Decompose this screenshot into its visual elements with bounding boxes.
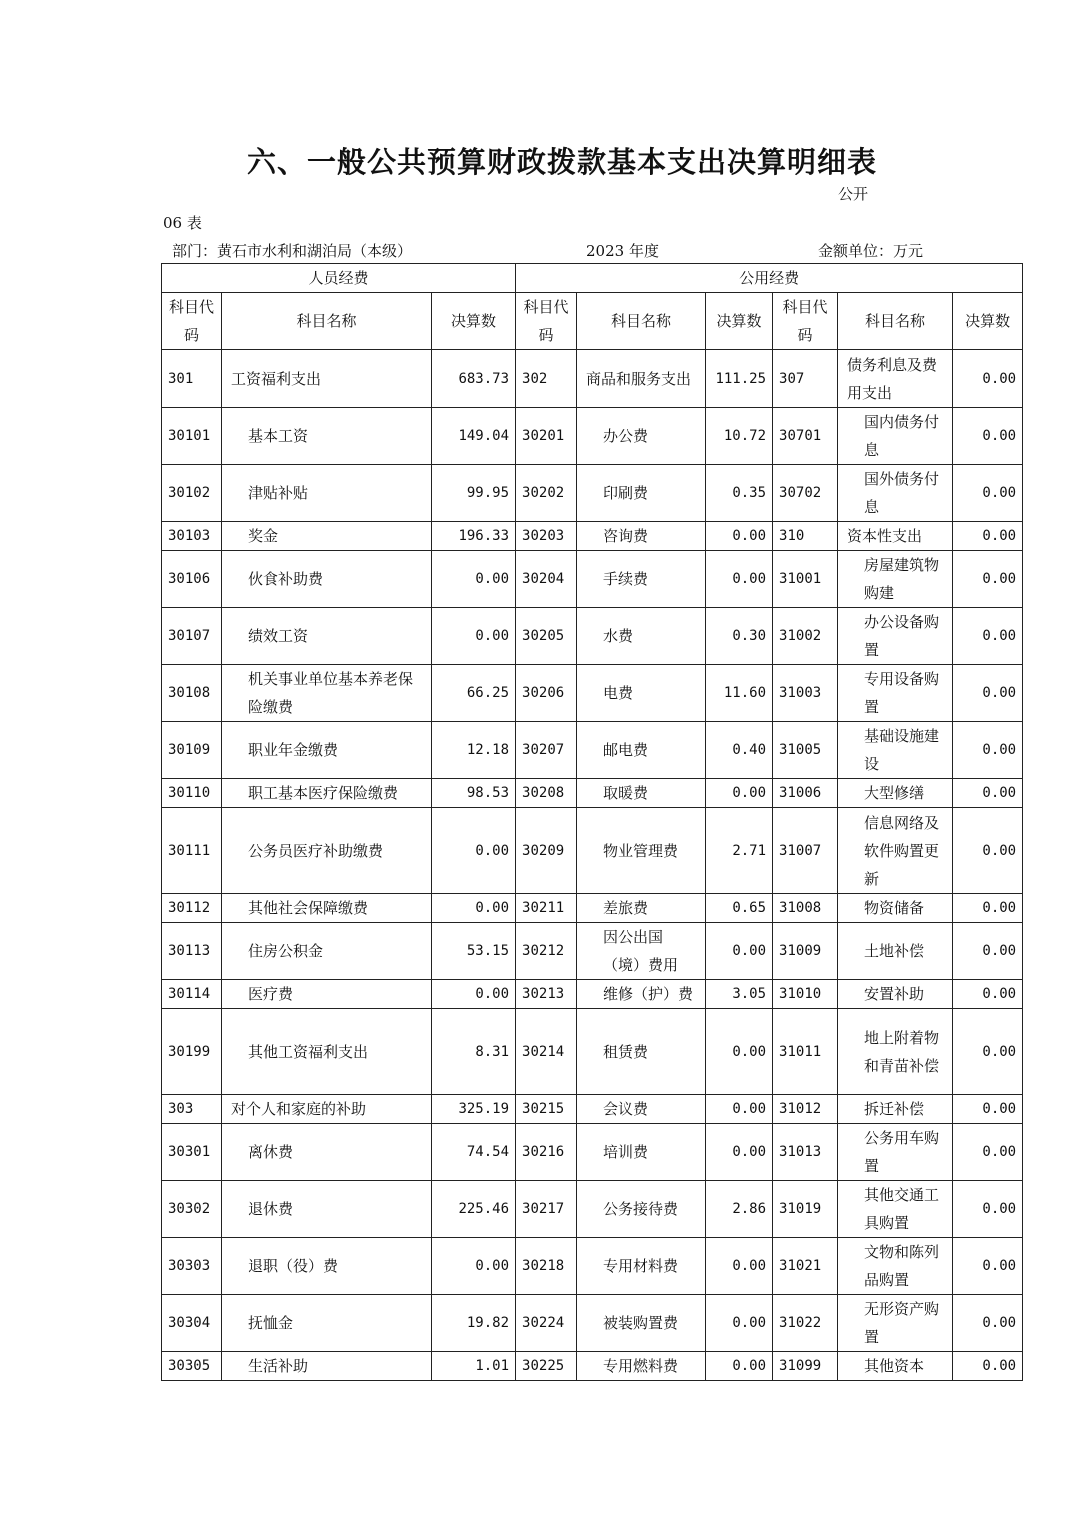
row-code-capital: 31013 <box>773 1124 838 1181</box>
row-amount-capital: 0.00 <box>953 1009 1023 1095</box>
row-amount-capital: 0.00 <box>953 722 1023 779</box>
row-code-goods: 30204 <box>516 551 577 608</box>
row-amount-goods: 0.00 <box>706 1238 773 1295</box>
row-code-personnel: 30305 <box>162 1352 222 1381</box>
row-code-personnel: 30110 <box>162 779 222 808</box>
row-amount-capital: 0.00 <box>953 1181 1023 1238</box>
row-code-personnel: 30108 <box>162 665 222 722</box>
row-name-goods: 电费 <box>577 665 706 722</box>
row-code-personnel: 30109 <box>162 722 222 779</box>
row-name-goods: 手续费 <box>577 551 706 608</box>
row-name-goods: 专用燃料费 <box>577 1352 706 1381</box>
row-code-capital: 31002 <box>773 608 838 665</box>
row-name-goods: 租赁费 <box>577 1009 706 1095</box>
row-name-capital: 其他交通工具购置 <box>838 1181 953 1238</box>
row-name-personnel: 伙食补助费 <box>222 551 432 608</box>
row-name-goods: 物业管理费 <box>577 808 706 894</box>
row-code-goods: 30203 <box>516 522 577 551</box>
row-amount-personnel: 0.00 <box>432 980 516 1009</box>
row-code-personnel: 30303 <box>162 1238 222 1295</box>
row-name-capital: 土地补偿 <box>838 923 953 980</box>
row-amount-personnel: 683.73 <box>432 350 516 408</box>
row-code-capital: 31009 <box>773 923 838 980</box>
row-code-personnel: 30114 <box>162 980 222 1009</box>
table-row <box>162 894 1023 923</box>
row-amount-capital: 0.00 <box>953 923 1023 980</box>
row-amount-capital: 0.00 <box>953 1095 1023 1124</box>
row-amount-personnel: 12.18 <box>432 722 516 779</box>
row-name-goods: 办公费 <box>577 408 706 465</box>
row-code-capital: 31019 <box>773 1181 838 1238</box>
table-row <box>162 408 1023 465</box>
row-code-personnel: 30301 <box>162 1124 222 1181</box>
table-row <box>162 1181 1023 1238</box>
row-name-goods: 邮电费 <box>577 722 706 779</box>
row-name-goods: 公务接待费 <box>577 1181 706 1238</box>
row-code-goods: 30201 <box>516 408 577 465</box>
publicity-label: 公开 <box>838 185 869 203</box>
row-code-personnel: 30304 <box>162 1295 222 1352</box>
table-row <box>162 551 1023 608</box>
row-amount-personnel: 74.54 <box>432 1124 516 1181</box>
year-label: 2023 年度 <box>586 242 659 260</box>
row-name-capital: 文物和陈列品购置 <box>838 1238 953 1295</box>
row-amount-goods: 2.86 <box>706 1181 773 1238</box>
row-amount-personnel: 225.46 <box>432 1181 516 1238</box>
row-amount-capital: 0.00 <box>953 665 1023 722</box>
row-name-goods: 培训费 <box>577 1124 706 1181</box>
row-name-personnel: 津贴补贴 <box>222 465 432 522</box>
row-name-goods: 水费 <box>577 608 706 665</box>
row-name-goods: 咨询费 <box>577 522 706 551</box>
row-amount-goods: 111.25 <box>706 350 773 408</box>
row-amount-capital: 0.00 <box>953 1238 1023 1295</box>
row-amount-personnel: 8.31 <box>432 1009 516 1095</box>
row-amount-personnel: 0.00 <box>432 808 516 894</box>
row-name-capital: 国内债务付息 <box>838 408 953 465</box>
page-title: 六、一般公共预算财政拨款基本支出决算明细表 <box>246 145 877 179</box>
row-name-capital: 大型修缮 <box>838 779 953 808</box>
header-code: 科目代码 <box>516 293 577 350</box>
header-name: 科目名称 <box>838 293 953 350</box>
row-amount-personnel: 325.19 <box>432 1095 516 1124</box>
row-code-goods: 30216 <box>516 1124 577 1181</box>
row-amount-goods: 0.00 <box>706 522 773 551</box>
row-code-goods: 30212 <box>516 923 577 980</box>
row-code-capital: 31005 <box>773 722 838 779</box>
header-name: 科目名称 <box>577 293 706 350</box>
row-name-capital: 信息网络及软件购置更新 <box>838 808 953 894</box>
table-row <box>162 923 1023 980</box>
row-code-capital: 30701 <box>773 408 838 465</box>
row-name-capital: 物资储备 <box>838 894 953 923</box>
row-name-goods: 专用材料费 <box>577 1238 706 1295</box>
row-amount-capital: 0.00 <box>953 1295 1023 1352</box>
row-name-personnel: 其他工资福利支出 <box>222 1009 432 1095</box>
row-amount-goods: 0.65 <box>706 894 773 923</box>
table-row <box>162 608 1023 665</box>
row-code-goods: 30213 <box>516 980 577 1009</box>
header-amount: 决算数 <box>706 293 773 350</box>
row-name-personnel: 绩效工资 <box>222 608 432 665</box>
row-name-capital: 房屋建筑物购建 <box>838 551 953 608</box>
row-code-personnel: 30101 <box>162 408 222 465</box>
row-amount-goods: 0.00 <box>706 1009 773 1095</box>
row-code-capital: 31011 <box>773 1009 838 1095</box>
table-number: 06 表 <box>163 214 202 232</box>
row-amount-personnel: 53.15 <box>432 923 516 980</box>
row-code-goods: 302 <box>516 350 577 408</box>
row-name-personnel: 生活补助 <box>222 1352 432 1381</box>
row-amount-goods: 3.05 <box>706 980 773 1009</box>
row-code-personnel: 30112 <box>162 894 222 923</box>
row-code-capital: 31006 <box>773 779 838 808</box>
row-amount-goods: 0.00 <box>706 779 773 808</box>
table-row <box>162 1009 1023 1095</box>
row-name-personnel: 医疗费 <box>222 980 432 1009</box>
row-code-personnel: 30302 <box>162 1181 222 1238</box>
row-amount-goods: 0.30 <box>706 608 773 665</box>
row-code-capital: 31001 <box>773 551 838 608</box>
row-name-personnel: 公务员医疗补助缴费 <box>222 808 432 894</box>
row-amount-personnel: 149.04 <box>432 408 516 465</box>
header-code: 科目代码 <box>162 293 222 350</box>
row-amount-capital: 0.00 <box>953 551 1023 608</box>
row-name-goods: 因公出国（境）费用 <box>577 923 706 980</box>
row-name-capital: 其他资本 <box>838 1352 953 1381</box>
row-code-capital: 31099 <box>773 1352 838 1381</box>
row-code-personnel: 30103 <box>162 522 222 551</box>
row-amount-goods: 0.40 <box>706 722 773 779</box>
row-amount-goods: 0.00 <box>706 1352 773 1381</box>
row-name-personnel: 对个人和家庭的补助 <box>222 1095 432 1124</box>
row-code-goods: 30209 <box>516 808 577 894</box>
table-row <box>162 665 1023 722</box>
row-name-capital: 基础设施建设 <box>838 722 953 779</box>
row-amount-goods: 2.71 <box>706 808 773 894</box>
header-name: 科目名称 <box>222 293 432 350</box>
row-code-personnel: 30199 <box>162 1009 222 1095</box>
table-row <box>162 1238 1023 1295</box>
row-code-goods: 30207 <box>516 722 577 779</box>
row-amount-personnel: 99.95 <box>432 465 516 522</box>
table-row <box>162 1095 1023 1124</box>
row-name-capital: 安置补助 <box>838 980 953 1009</box>
row-name-personnel: 奖金 <box>222 522 432 551</box>
table-row <box>162 1352 1023 1381</box>
row-code-capital: 31007 <box>773 808 838 894</box>
row-code-personnel: 30113 <box>162 923 222 980</box>
row-name-personnel: 基本工资 <box>222 408 432 465</box>
table-row <box>162 465 1023 522</box>
row-code-capital: 31022 <box>773 1295 838 1352</box>
row-name-capital: 专用设备购置 <box>838 665 953 722</box>
row-amount-personnel: 66.25 <box>432 665 516 722</box>
header-code: 科目代码 <box>773 293 838 350</box>
row-amount-personnel: 0.00 <box>432 894 516 923</box>
row-code-personnel: 30107 <box>162 608 222 665</box>
row-amount-personnel: 1.01 <box>432 1352 516 1381</box>
row-code-personnel: 30102 <box>162 465 222 522</box>
row-amount-capital: 0.00 <box>953 350 1023 408</box>
row-name-goods: 会议费 <box>577 1095 706 1124</box>
row-amount-personnel: 0.00 <box>432 551 516 608</box>
row-code-goods: 30205 <box>516 608 577 665</box>
row-amount-personnel: 0.00 <box>432 1238 516 1295</box>
row-code-goods: 30214 <box>516 1009 577 1095</box>
row-code-personnel: 303 <box>162 1095 222 1124</box>
row-name-goods: 取暖费 <box>577 779 706 808</box>
row-name-goods: 维修（护）费 <box>577 980 706 1009</box>
row-name-goods: 差旅费 <box>577 894 706 923</box>
row-code-goods: 30225 <box>516 1352 577 1381</box>
row-name-capital: 国外债务付息 <box>838 465 953 522</box>
row-name-personnel: 职工基本医疗保险缴费 <box>222 779 432 808</box>
row-amount-goods: 0.00 <box>706 1124 773 1181</box>
table-row <box>162 522 1023 551</box>
row-amount-goods: 0.00 <box>706 1295 773 1352</box>
row-code-capital: 30702 <box>773 465 838 522</box>
row-name-personnel: 退休费 <box>222 1181 432 1238</box>
row-code-capital: 310 <box>773 522 838 551</box>
row-name-capital: 办公设备购置 <box>838 608 953 665</box>
row-name-goods: 商品和服务支出 <box>577 350 706 408</box>
row-amount-goods: 0.00 <box>706 1095 773 1124</box>
row-name-personnel: 住房公积金 <box>222 923 432 980</box>
table-row <box>162 1124 1023 1181</box>
row-name-personnel: 工资福利支出 <box>222 350 432 408</box>
row-code-capital: 307 <box>773 350 838 408</box>
row-code-goods: 30217 <box>516 1181 577 1238</box>
row-amount-personnel: 0.00 <box>432 608 516 665</box>
row-name-goods: 被装购置费 <box>577 1295 706 1352</box>
table-row <box>162 350 1023 408</box>
group-header-public: 公用经费 <box>516 264 1023 293</box>
row-code-goods: 30211 <box>516 894 577 923</box>
group-header-personnel: 人员经费 <box>162 264 516 293</box>
row-name-capital: 债务利息及费用支出 <box>838 350 953 408</box>
header-amount: 决算数 <box>432 293 516 350</box>
table-row <box>162 980 1023 1009</box>
row-amount-capital: 0.00 <box>953 608 1023 665</box>
row-name-personnel: 其他社会保障缴费 <box>222 894 432 923</box>
row-amount-goods: 0.00 <box>706 551 773 608</box>
department-label: 部门：黄石市水利和湖泊局（本级） <box>172 242 413 260</box>
row-code-personnel: 30111 <box>162 808 222 894</box>
row-name-capital: 资本性支出 <box>838 522 953 551</box>
row-amount-capital: 0.00 <box>953 465 1023 522</box>
row-name-personnel: 退职（役）费 <box>222 1238 432 1295</box>
row-name-capital: 地上附着物和青苗补偿 <box>838 1009 953 1095</box>
row-amount-capital: 0.00 <box>953 522 1023 551</box>
row-code-capital: 31003 <box>773 665 838 722</box>
row-amount-personnel: 19.82 <box>432 1295 516 1352</box>
row-code-goods: 30202 <box>516 465 577 522</box>
row-name-capital: 拆迁补偿 <box>838 1095 953 1124</box>
row-amount-personnel: 98.53 <box>432 779 516 808</box>
row-name-personnel: 职业年金缴费 <box>222 722 432 779</box>
row-amount-goods: 11.60 <box>706 665 773 722</box>
row-code-goods: 30208 <box>516 779 577 808</box>
row-amount-capital: 0.00 <box>953 1124 1023 1181</box>
table-row <box>162 779 1023 808</box>
row-amount-personnel: 196.33 <box>432 522 516 551</box>
row-amount-capital: 0.00 <box>953 808 1023 894</box>
unit-label: 金额单位：万元 <box>818 242 924 260</box>
row-amount-capital: 0.00 <box>953 980 1023 1009</box>
row-name-goods: 印刷费 <box>577 465 706 522</box>
row-amount-capital: 0.00 <box>953 1352 1023 1381</box>
row-code-personnel: 30106 <box>162 551 222 608</box>
header-amount: 决算数 <box>953 293 1023 350</box>
row-code-goods: 30224 <box>516 1295 577 1352</box>
row-code-capital: 31012 <box>773 1095 838 1124</box>
row-amount-capital: 0.00 <box>953 779 1023 808</box>
row-amount-goods: 0.35 <box>706 465 773 522</box>
table-row <box>162 808 1023 894</box>
row-code-goods: 30218 <box>516 1238 577 1295</box>
row-amount-goods: 10.72 <box>706 408 773 465</box>
row-name-capital: 无形资产购置 <box>838 1295 953 1352</box>
row-name-personnel: 离休费 <box>222 1124 432 1181</box>
row-amount-goods: 0.00 <box>706 923 773 980</box>
table-body <box>162 350 1023 1381</box>
budget-detail-table <box>161 263 1023 1381</box>
row-amount-capital: 0.00 <box>953 894 1023 923</box>
row-code-goods: 30215 <box>516 1095 577 1124</box>
row-name-personnel: 机关事业单位基本养老保险缴费 <box>222 665 432 722</box>
row-name-capital: 公务用车购置 <box>838 1124 953 1181</box>
row-code-capital: 31021 <box>773 1238 838 1295</box>
row-code-capital: 31008 <box>773 894 838 923</box>
row-name-personnel: 抚恤金 <box>222 1295 432 1352</box>
row-code-personnel: 301 <box>162 350 222 408</box>
table-row <box>162 722 1023 779</box>
table-row <box>162 1295 1023 1352</box>
row-amount-capital: 0.00 <box>953 408 1023 465</box>
row-code-goods: 30206 <box>516 665 577 722</box>
row-code-capital: 31010 <box>773 980 838 1009</box>
